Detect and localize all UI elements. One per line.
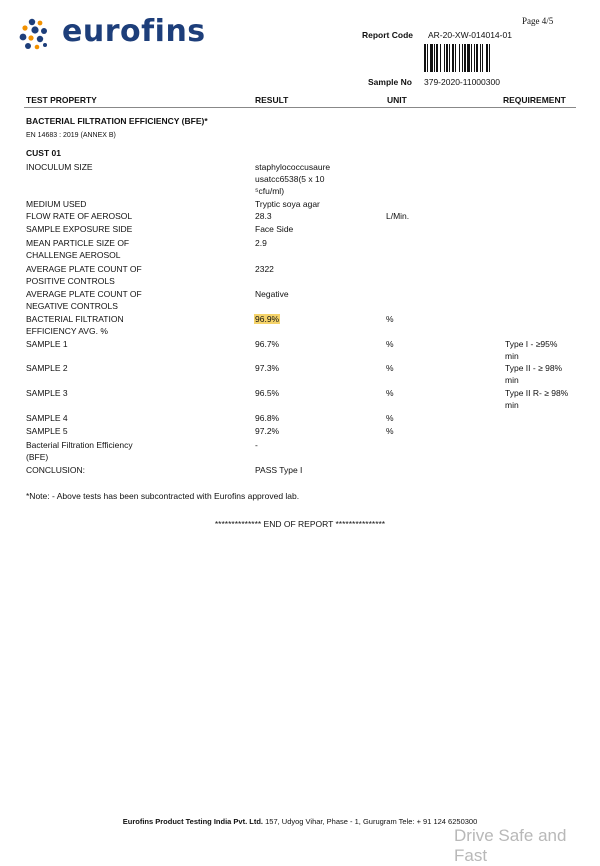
row-property-2: EFFICIENCY AVG. % [26, 326, 108, 336]
row-unit: L/Min. [386, 211, 410, 221]
header-unit: UNIT [387, 95, 407, 105]
row-result: staphylococcusaure [255, 162, 331, 172]
row-property: SAMPLE EXPOSURE SIDE [26, 224, 133, 234]
barcode-bar [444, 44, 445, 72]
barcode-bar [434, 44, 435, 72]
row-property: CONCLUSION: [26, 465, 86, 475]
row-unit: % [386, 314, 394, 324]
row-requirement: Type I - ≥95% [505, 339, 558, 349]
row-result: - [255, 440, 258, 450]
row-property: SAMPLE 4 [26, 413, 68, 423]
row-unit: % [386, 426, 394, 436]
row-unit: % [386, 413, 394, 423]
barcode-bar [471, 44, 472, 72]
barcode-bar [430, 44, 433, 72]
row-result: 97.3% [255, 363, 280, 373]
barcode-bar [436, 44, 438, 72]
barcode-bar [474, 44, 475, 72]
end-of-report: ************** END OF REPORT *************** [214, 519, 386, 529]
section-title: BACTERIAL FILTRATION EFFICIENCY (BFE)* [26, 116, 208, 126]
row-property: AVERAGE PLATE COUNT OF [26, 264, 142, 274]
header-test-property: TEST PROPERTY [26, 95, 97, 105]
bfe-average-highlight: 96.9% [255, 314, 280, 324]
footer-company: Eurofins Product Testing India Pvt. Ltd. [122, 817, 264, 826]
eurofins-logo-icon [18, 16, 58, 56]
barcode-bar [427, 44, 428, 72]
sample-no-label: Sample No [368, 77, 412, 87]
row-property: MEAN PARTICLE SIZE OF [26, 238, 130, 248]
row-result: 96.5% [255, 388, 280, 398]
report-code-value: AR-20-XW-014014-01 [428, 30, 512, 40]
footer-address: 157, Udyog Vihar, Phase - 1, Gurugram Telе: + 91 124 6250300 [263, 817, 478, 826]
eurofins-logo [18, 14, 206, 56]
section-standard: EN 14683 : 2019 (ANNEX B) [26, 132, 116, 139]
barcode-bar [482, 44, 483, 72]
barcode-bar [440, 44, 441, 72]
row-property: SAMPLE 5 [26, 426, 68, 436]
footer [0, 817, 600, 826]
barcode-bar [459, 44, 460, 72]
row-unit: % [386, 339, 394, 349]
row-result: 28.3 [255, 211, 272, 221]
row-unit: % [386, 363, 394, 373]
barcode-bar [486, 44, 488, 72]
barcode-bar [489, 44, 490, 72]
row-result: 2.9 [255, 238, 267, 248]
report-code-label: Report Code [362, 30, 413, 40]
section-cust: CUST 01 [26, 148, 61, 158]
sample-no-value: 379-2020-11000300 [424, 77, 500, 87]
row-property: AVERAGE PLATE COUNT OF [26, 289, 142, 299]
row-property: INOCULUM SIZE [26, 162, 93, 172]
barcode-bar [424, 44, 426, 72]
header-requirement: REQUIREMENT [503, 95, 566, 105]
barcode-bar [455, 44, 456, 72]
row-property-2: NEGATIVE CONTROLS [26, 301, 118, 311]
barcode-bar [446, 44, 448, 72]
row-requirement: Type II R- ≥ 98% [505, 388, 569, 398]
row-requirement-2: min [505, 351, 519, 361]
page-number: Page 4/5 [522, 16, 554, 26]
row-result: Negative [255, 289, 289, 299]
row-property-2: (BFE) [26, 452, 49, 462]
row-result: 2322 [255, 264, 274, 274]
row-property: BACTERIAL FILTRATION [26, 314, 124, 324]
row-property: FLOW RATE OF AEROSOL [26, 211, 133, 221]
row-property-2: CHALLENGE AEROSOL [26, 250, 121, 260]
barcode-bar [476, 44, 478, 72]
row-property: SAMPLE 3 [26, 388, 68, 398]
row-result: 96.8% [255, 413, 280, 423]
logo-wordmark: eurofins [62, 14, 206, 49]
row-result-3: ⁵cfu/ml) [255, 186, 285, 196]
row-result-2: usatcc6538(5 x 10 [255, 174, 325, 184]
row-unit: % [386, 388, 394, 398]
row-result: PASS Type I [255, 465, 303, 475]
barcode-bar [464, 44, 466, 72]
watermark: Drive Safe and Fast [454, 826, 567, 865]
row-result: 96.7% [255, 339, 280, 349]
barcode-bar [462, 44, 463, 72]
row-property: Bacterial Filtration Efficiency [26, 440, 133, 450]
barcode-bar [449, 44, 450, 72]
row-result: 97.2% [255, 426, 280, 436]
row-property: MEDIUM USED [26, 199, 87, 209]
row-requirement: Type II - ≥ 98% [505, 363, 563, 373]
row-property: SAMPLE 1 [26, 339, 68, 349]
row-property: SAMPLE 2 [26, 363, 68, 373]
row-result: Face Side [255, 224, 294, 234]
barcode-bar [452, 44, 454, 72]
row-property-2: POSITIVE CONTROLS [26, 276, 115, 286]
barcode-bar [467, 44, 470, 72]
header-divider [24, 107, 576, 108]
note-text: *Note: - Above tests has been subcontracted with Eurofins approved lab. [26, 491, 300, 501]
row-result: Tryptic soya agar [255, 199, 320, 209]
barcode [424, 44, 520, 72]
row-requirement-2: min [505, 375, 519, 385]
header-result: RESULT [255, 95, 289, 105]
row-requirement-2: min [505, 400, 519, 410]
barcode-bar [480, 44, 481, 72]
